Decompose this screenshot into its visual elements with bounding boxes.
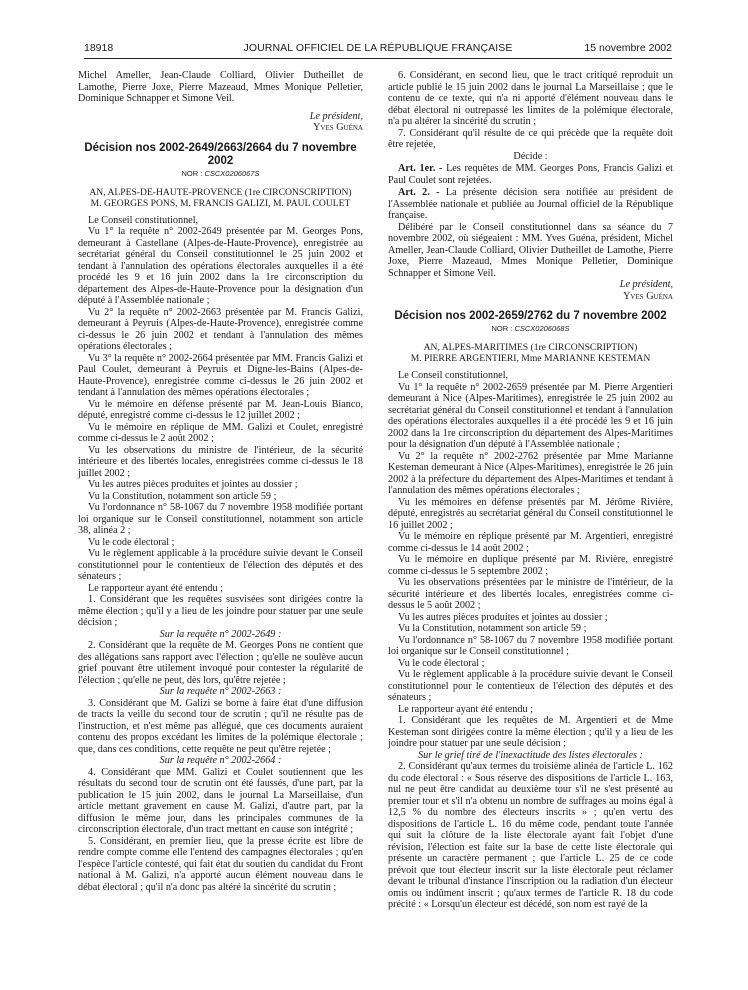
signature-role: Le président, — [619, 279, 673, 290]
paragraph: Vu les mémoires en défense présentés par M. Jérôme Rivière, député, enregistrés au secrétariat général du Conseil constitutionnel le 16 juillet 2002 ; — [388, 496, 673, 531]
nor-label: NOR : — [181, 168, 203, 178]
paragraph: Vu l'ordonnance n° 58-1067 du 7 novembre 1958 modifiée portant loi organique sur le Conseil constitutionnel ; — [388, 634, 673, 657]
page-number: 18918 — [84, 42, 114, 54]
paragraph: Vu 2° la requête n° 2002-2762 présentée par Mme Marianne Kesteman demeurant à Nice (Alpes-Maritimes), enregistrée le 26 juin 2002 à la préfecture du département des Alpes-Maritimes et tendant à l'annulation des mêmes opérations électorales ; — [388, 450, 673, 496]
nor-code: CSCX0206067S — [204, 168, 260, 178]
paragraph: Vu la Constitution, notamment son article 59 ; — [88, 490, 277, 502]
article-2 — [388, 187, 673, 222]
decision-title: Décision nos 2002-2659/2762 du 7 novembre 2002 — [394, 310, 667, 322]
article-1-text: Les requêtes de MM. Georges Pons, Francis Galizi et Paul Coulet sont rejetées. — [388, 163, 673, 186]
section-heading: Sur la requête n° 2002-2649 : — [159, 628, 282, 640]
paragraph: Vu l'ordonnance n° 58-1067 du 7 novembre 1958 modifiée portant loi organique sur le Conseil constitutionnel, notamment son article 38, alinéa 2 ; — [78, 502, 363, 536]
section-heading: Sur la requête n° 2002-2664 : — [159, 755, 282, 766]
article-1 — [388, 163, 673, 186]
left-column — [78, 70, 363, 893]
nor-label: NOR : — [491, 324, 513, 333]
publication-date: 15 novembre 2002 — [584, 42, 672, 54]
paragraph: Le Conseil constitutionnel, — [398, 370, 509, 381]
member-list: Michel Ameller, Jean-Claude Colliard, Olivier Dutheillet de Lamothe, Pierre Joxe, Pierre Mazeaud, Mmes Monique Pelletier, Dominique Schnapper et Simone Veil. — [78, 70, 363, 104]
nor-code: CSCX0206068S — [514, 324, 570, 333]
journal-title: JOURNAL OFFICIEL DE LA RÉPUBLIQUE FRANÇAISE — [243, 42, 513, 54]
paragraph: 2. Considérant qu'aux termes du troisième alinéa de l'article L. 162 du code électoral : « Sous réserve des dispositions de l'article L. 163, nul ne peut être candidat au deuxième tour s'il ne s'est présenté au premier tour et s'il n'a obtenu un nombre de suffrages au moins égal à 12,5 % du nombre des électeurs inscrits » ; qu'en vertu des dispositions de l'article L. 16 du même code, pendant toute l'année qui suit la clôture de la liste électorale ayant fait l'objet d'une révision, l'élection est faite sur la base de cette liste électorale qui présente un caractère permanent ; que l'article L. 25 de ce code prévoit que tout électeur inscrit sur la liste électorale peut réclamer devant le tribunal d'instance l'inscription ou la radiation d'un électeur omis ou indûment inscrit ; qu'aux termes de l'article R. 18 du code précité : « Lorsqu'un électeur est décédé, son nom est rayé de la — [388, 761, 673, 910]
paragraph: Vu 3° la requête n° 2002-2664 présentée par MM. Francis Galizi et Paul Coulet, demeurant à Peyruis et Digne-les-Bains (Alpes-de-Haute-Provence), enregistrée comme ci-dessus le 26 juin 2002 et tendant à l'annulation des mêmes opérations électorales ; — [78, 352, 363, 398]
right-column — [388, 70, 673, 911]
nor-reference — [388, 324, 673, 334]
decision-title: Décision nos 2002-2649/2663/2664 du 7 novembre 2002 — [84, 141, 357, 167]
signature-role: Le président, — [309, 110, 363, 122]
paragraph: Vu les observations du ministre de l'intérieur, de la sécurité intérieure et des libertés locales, enregistrées comme ci-dessus le 18 juillet 2002 ; — [78, 444, 363, 479]
section-heading: Sur le grief tiré de l'inexactitude des listes électorales : — [418, 749, 643, 761]
paragraph: 1. Considérant que les requêtes de M. Argentieri et de Mme Kesteman sont dirigées contre la même élection ; qu'il y a lieu de les joindre pour statuer par une seule décision ; — [388, 715, 673, 749]
paragraph: Vu 1° la requête n° 2002-2649 présentée par M. Georges Pons, demeurant à Castellane (Alpes-de-Haute-Provence), enregistrée au secrétariat général du Conseil constitutionnel le 25 juin 2002 et tendant à l'annulation des opérations électorales auxquelles il a été procédé les 9 et 16 juin 2002 dans la 1re circonscription du département des Alpes-de-Haute-Provence pour la désignation d'un député à l'Assemblée nationale ; — [78, 226, 363, 306]
paragraph: Vu 1° la requête n° 2002-2659 présentée par M. Pierre Argentieri demeurant à Nice (Alpes-Maritimes), enregistrée le 25 juin 2002 au secrétariat général du Conseil constitutionnel et tendant à l'annulation des opérations électorales auxquelles il a été procédé les 9 et 16 juin 2002 dans la 1re circonscription du département des Alpes-Maritimes pour la désignation d'un député à l'Assemblée nationale ; — [388, 381, 673, 450]
paragraph: 6. Considérant, en second lieu, que le tract critiqué reproduit un article publié le 15 juin 2002 dans le journal La Marseillaise ; que le contenu de ce texte, qui n'a ni apporté d'élément nouveau dans le débat électoral ni outrepassé les limites de la polémique électorale, n'a pu altérer la sincérité du scrutin ; — [388, 70, 673, 127]
paragraph: Vu 2° la requête n° 2002-2663 présentée par M. Francis Galizi, demeurant à Peyruis (Alpes-de-Haute-Provence), enregistrée comme ci-dessus le 26 juin 2002 et tendant à l'annulation des mêmes opérations électorales ; — [78, 306, 363, 352]
paragraph: 2. Considérant que la requête de M. Georges Pons ne contient que des allégations sans rapport avec l'élection ; qu'elle ne soulève aucun grief pouvant être utilement invoqué pour contester la régularité de l'élection ; qu'elle ne peut, dès lors, qu'être rejetée ; — [78, 640, 363, 686]
parties-line: M. PIERRE ARGENTIERI, Mme MARIANNE KESTEMAN — [410, 353, 651, 364]
paragraph: 5. Considérant, en premier lieu, que la presse écrite est libre de rendre compte comme elle l'entend des campagnes électorales ; qu'en l'espèce l'article contesté, qui fait état du soutien du candidat du Front national à M. Galizi, n'a apporté aucun élément nouveau dans le débat électoral ; qu'il n'a donc pas altéré la sincérité du scrutin ; — [78, 835, 363, 893]
paragraph: Vu le code électoral ; — [88, 536, 175, 548]
paragraph: Vu le règlement applicable à la procédure suivie devant le Conseil constitutionnel pour le contentieux de l'élection des députés et des sénateurs ; — [388, 669, 673, 703]
paragraph: Vu le code électoral ; — [398, 657, 485, 669]
paragraph: Vu le règlement applicable à la procédure suivie devant le Conseil constitutionnel pour le contentieux de l'élection des députés et des sénateurs ; — [78, 548, 363, 582]
paragraph: 4. Considérant que MM. Galizi et Coulet soutiennent que les résultats du second tour de scrutin ont été faussés, d'une part, par la publication le 15 juin 2002, dans le journal La Marseillaise, d'un article mettant gravement en cause M. Galizi, d'autre part, par la diffusion le même jour, dans les principales communes de la circonscription électorale, d'un tract mettant en cause son intégrité ; — [78, 766, 363, 835]
decide-heading: Décide : — [513, 150, 548, 162]
paragraph: Vu les autres pièces produites et jointes au dossier ; — [398, 611, 608, 623]
paragraph: 7. Considérant qu'il résulte de ce qui précède que la requête doit être rejetée, — [388, 127, 673, 150]
paragraph: Vu le mémoire en réplique présenté par M. Argentieri, enregistré comme ci-dessus le 14 août 2002 ; — [388, 531, 673, 554]
paragraph: Vu le mémoire en réplique de MM. Galizi et Coulet, enregistré comme ci-dessus le 2 août 2002 ; — [78, 421, 363, 444]
paragraph: Vu les observations présentées par le ministre de l'intérieur, de la sécurité intérieure et des libertés locales, enregistrées comme ci-dessus le 5 août 2002 ; — [388, 577, 673, 611]
paragraph: Vu la Constitution, notamment son article 59 ; — [398, 623, 587, 634]
circonscription-line: AN, ALPES-MARITIMES (1re CIRCONSCRIPTION) — [423, 342, 638, 353]
signature-name: Yves Guéna — [313, 122, 363, 133]
paragraph: Vu le mémoire en duplique présenté par M. Rivière, enregistré comme ci-dessus le 5 septembre 2002 ; — [388, 554, 673, 577]
paragraph: Vu le mémoire en défense présenté par M. Jean-Louis Bianco, député, enregistré comme ci-dessus le 12 juillet 2002 ; — [78, 398, 363, 421]
paragraph: 1. Considérant que les requêtes susvisées sont dirigées contre la même élection ; qu'il y a lieu de les joindre pour statuer par une seule décision ; — [78, 594, 363, 628]
section-heading: Sur la requête n° 2002-2663 : — [159, 686, 282, 697]
circonscription-heading — [78, 187, 363, 209]
signature-name: Yves Guéna — [623, 290, 673, 302]
article-1-label: Art. 1er. - — [398, 163, 443, 174]
paragraph: Le rapporteur ayant été entendu ; — [398, 703, 533, 715]
circonscription-line: AN, ALPES-DE-HAUTE-PROVENCE (1re CIRCONSCRIPTION) — [89, 186, 352, 198]
nor-reference — [78, 169, 363, 179]
paragraph: Le Conseil constitutionnel, — [88, 214, 199, 226]
deliberation-paragraph: Délibéré par le Conseil constitutionnel dans sa séance du 7 novembre 2002, où siégeaient : MM. Yves Guéna, président, Michel Ameller, Jean-Claude Colliard, Olivier Dutheillet de Lamothe, Pierre Joxe, Pierre Mazeaud, Mmes Monique Pelletier, Dominique Schnapper et Simone Veil. — [388, 221, 673, 279]
paragraph: Le rapporteur ayant été entendu ; — [88, 582, 223, 594]
page-header — [84, 42, 672, 59]
parties-line: M. GEORGES PONS, M. FRANCIS GALIZI, M. PAUL COULET — [90, 197, 351, 209]
paragraph: 3. Considérant que M. Galizi se borne à faire état d'une diffusion de tracts la veille du second tour de scrutin ; qu'il ne résulte pas de l'instruction, et n'est même pas allégué, que ces documents auraient contenu des propos excédant les limites de la polémique électorale ; que, dans ces conditions, cette requête ne peut qu'être rejetée ; — [78, 697, 363, 755]
circonscription-heading — [388, 342, 673, 364]
article-2-label: Art. 2. - — [398, 187, 440, 198]
article-2-text: La présente décision sera notifiée au président de l'Assemblée nationale et publiée au Journal officiel de la République française. — [388, 187, 673, 221]
paragraph: Vu les autres pièces produites et jointes au dossier ; — [88, 479, 298, 490]
